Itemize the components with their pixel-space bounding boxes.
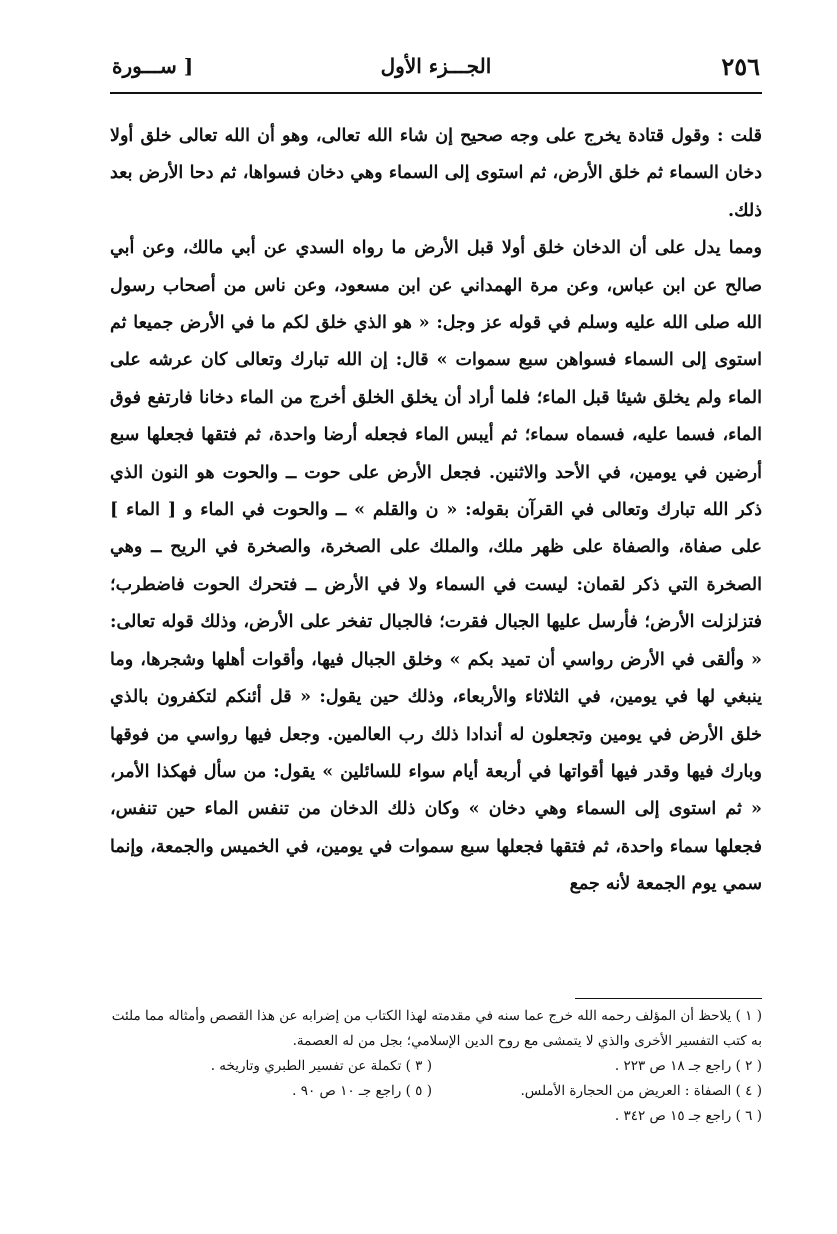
part-title: الجـــزء الأول [380,54,492,78]
paragraph: قلت : وقول قتادة يخرج على وجه صحيح إن شاء الله تعالى، وهو أن الله تعالى خلق أولا دخان السماء ثم خلق الأرض، ثم استوى إلى السماء وهي دخان فسواها، ثم دحا الأرض بعد ذلك. [110,126,762,221]
footnote-2: ( ٢ ) راجع جـ ١٨ ص ٢٢٣ . [614,1058,762,1074]
footnote-grid [110,1054,762,1129]
footnote-5: ( ٥ ) راجع جـ ١٠ ص ٩٠ . [292,1083,432,1099]
page-header [112,48,760,88]
footnote-6: ( ٦ ) راجع جـ ١٥ ص ٣٤٢ . [614,1108,762,1124]
page-number: ٢٥٦ [721,52,760,81]
footnote-4: ( ٤ ) الصفاة : العريض من الحجارة الأملس. [520,1083,762,1099]
header-rule [110,92,762,94]
footnote-1: ( ١ ) يلاحظ أن المؤلف رحمه الله خرج عما سنه في مقدمته لهذا الكتاب من إضرابه عن هذا القصص وأمثاله مما ملئت به كتب التفسير الأخرى والذي لا يتمشى مع روح الدين الإسلامي؛ بجل من له العصمة. [111,1008,762,1049]
footnotes [110,1004,762,1129]
footnote-rule [575,998,762,999]
surah-label: [ ســـورة [112,54,194,78]
main-text [110,118,762,904]
paragraph: ومما يدل على أن الدخان خلق أولا قبل الأرض ما رواه السدي عن أبي مالك، وعن أبي صالح عن ابن عباس، وعن مرة الهمداني عن ابن مسعود، وعن ناس من أصحاب رسول الله صلى الله عليه وسلم في قوله عز وجل: « هو الذي خلق لكم ما في الأرض جميعا ثم استوى إلى السماء فسواهن سبع سموات » قال: إن الله تبارك وتعالى كان عرشه على الماء ولم يخلق شيئا قبل الماء؛ فلما أراد أن يخلق الخلق أخرج من الماء دخانا فارتفع فوق الماء، فسما عليه، فسماه سماء؛ ثم أيبس الماء فجعله أرضا واحدة، ثم فتقها فجعلها سبع أرضين في يومين، في الأحد والاثنين. فجعل الأرض على حوت ــ والحوت هو النون الذي ذكر الله تبارك وتعالى في القرآن بقوله: « ن والقلم » ــ والحوت في الماء و [ الماء ] على صفاة، والصفاة على ظهر ملك، والملك على الصخرة، والصخرة في الريح ــ وهي الصخرة التي ذكر لقمان: ليست في السماء ولا في الأرض ــ فتحرك الحوت فاضطرب؛ فتزلزلت الأرض؛ فأرسل عليها الجبال فقرت؛ فالجبال تفخر على الأرض، وذلك قوله تعالى: « وألقى في الأرض رواسي أن تميد بكم » وخلق الجبال فيها، وأقوات أهلها وشجرها، وما ينبغي لها في يومين، في الثلاثاء والأربعاء، وذلك حين يقول: « قل أئنكم لتكفرون بالذي خلق الأرض في يومين وتجعلون له أندادا ذلك رب العالمين. وجعل فيها رواسي من فوقها وبارك فيها وقدر فيها أقواتها في أربعة أيام سواء للسائلين » يقول: من سأل فهكذا الأمر، « ثم استوى إلى السماء وهي دخان » وكان ذلك الدخان من تنفس الماء حين تنفس، فجعلها سماء واحدة، ثم فتقها فجعلها سبع سموات في يومين، في الخميس والجمعة، وإنما سمي يوم الجمعة لأنه جمع [110,238,762,895]
footnote-3: ( ٣ ) تكملة عن تفسير الطبري وتاريخه . [210,1058,432,1074]
